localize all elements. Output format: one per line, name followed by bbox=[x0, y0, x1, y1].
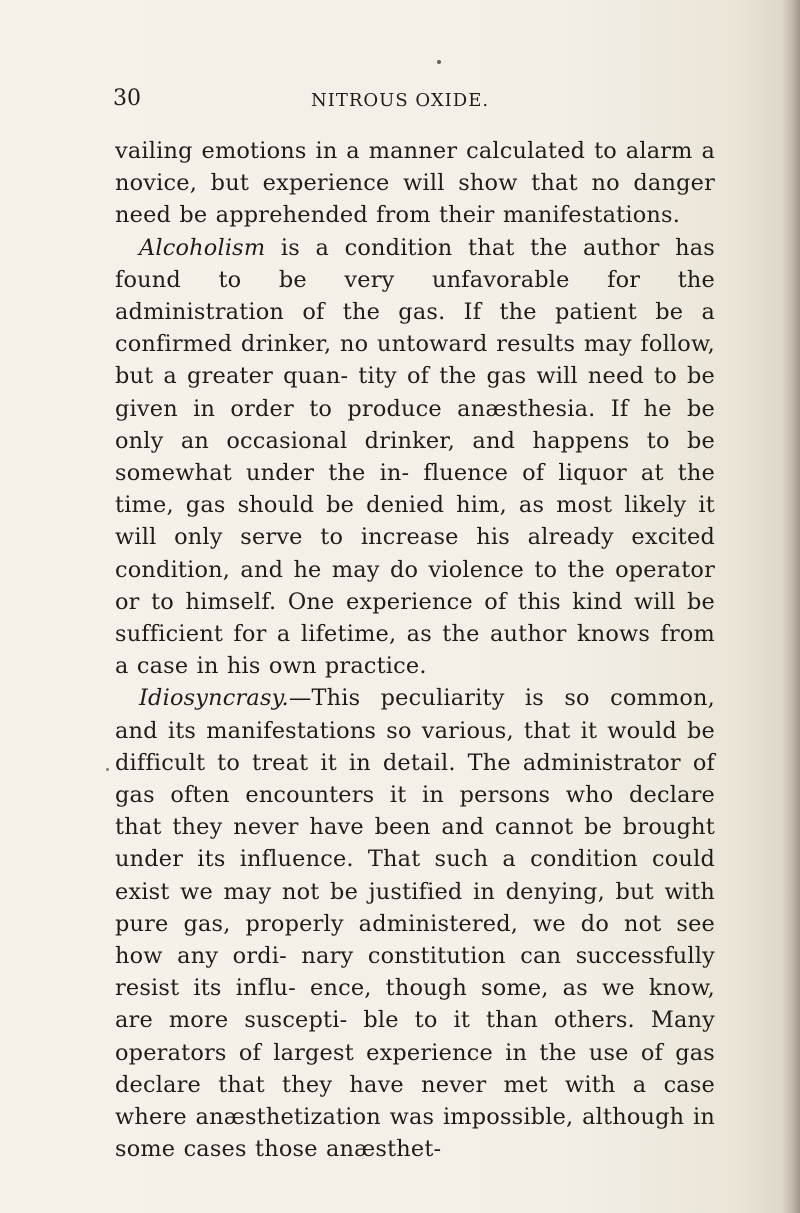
running-head: NITROUS OXIDE. bbox=[311, 90, 490, 111]
spine-shadow bbox=[782, 0, 800, 1213]
paragraph-1 bbox=[115, 135, 715, 232]
paper-speck bbox=[437, 60, 441, 64]
paragraph-1-text: vailing emotions in a manner calculated to alarm a novice, but experience will show that no danger need be apprehended from their manifestations. bbox=[115, 138, 715, 229]
paragraph-2-text: is a condition that the author has found to be very unfavorable for the administration of the gas. If the patient be a confirmed drinker, no untoward results may follow, but a greater quan- tity of the gas will need to be given in order to produce anæsthesia. If he be only an occasional drinker, and happens to be somewhat under the in- fluence of liquor at the time, gas should be denied him, as most likely it will only serve to increase his already excited condition, and he may do violence to the operator or to himself. One experience of this kind will be sufficient for a lifetime, as the author knows from a case in his own practice. bbox=[115, 234, 715, 680]
paragraph-2-lead: Alcoholism bbox=[139, 234, 266, 261]
page-number: 30 bbox=[113, 86, 141, 111]
paragraph-2 bbox=[115, 232, 715, 683]
page-header bbox=[113, 86, 713, 118]
paragraph-3 bbox=[115, 682, 715, 1165]
body-text bbox=[115, 135, 715, 1166]
paragraph-3-text: —This peculiarity is so common, and its manifestations so various, that it would be difficult to treat it in detail. The administrator of gas often encounters it in persons who declare that they never have been and cannot be brought under its influence. That such a condition could exist we may not be justified in denying, but with pure gas, properly administered, we do not see how any ordi- nary constitution can successfully resist its influ- ence, though some, as we know, are more suscepti- ble to it than others. Many operators of largest experience in the use of gas declare that they have never met with a case where anæsthetization was impossible, although in some cases those anæsthet- bbox=[115, 685, 715, 1163]
paragraph-3-lead: Idiosyncrasy. bbox=[139, 685, 289, 712]
margin-mark bbox=[106, 768, 109, 771]
